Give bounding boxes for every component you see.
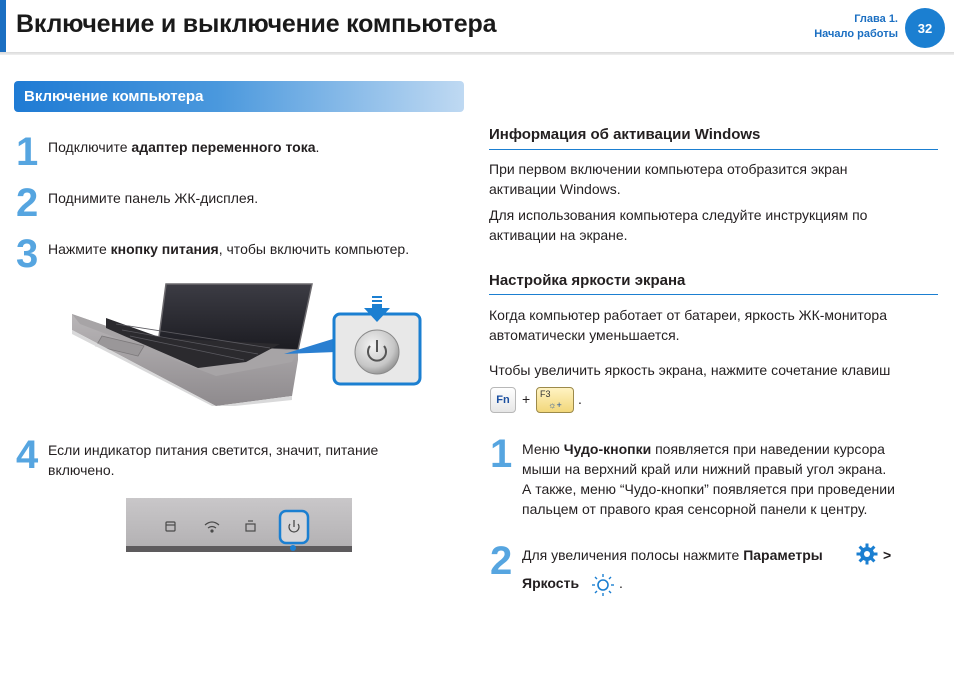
key-plus: +: [522, 391, 531, 407]
activation-p1-line2: активации Windows.: [489, 181, 621, 197]
brightness-heading: Настройка яркости экрана: [489, 272, 686, 289]
f3-key-label: F3: [540, 389, 551, 399]
right-step-2-settings: Параметры: [743, 547, 823, 563]
activation-p2-line1: Для использования компьютера следуйте инструкциям по: [489, 207, 868, 223]
brightness-divider: [489, 294, 938, 295]
right-step-number-1: 1: [490, 432, 513, 476]
step-text-2: Поднимите панель ЖК-дисплея.: [48, 190, 259, 206]
key-combo-end: .: [578, 391, 582, 407]
right-step-2-gt: >: [883, 547, 892, 563]
fn-key: Fn: [490, 387, 516, 413]
step-text-1: [48, 137, 319, 157]
brightness-icon: [590, 573, 616, 597]
right-step-1-line2: мыши на верхний край или нижний правый угол экрана.: [522, 461, 887, 477]
activation-paragraph-1: [489, 159, 847, 199]
section-title: Включение компьютера: [24, 88, 204, 105]
step-number-2: 2: [16, 181, 39, 225]
activation-heading: Информация об активации Windows: [489, 126, 761, 143]
activation-p1-line1: При первом включении компьютера отобразится экран: [489, 161, 848, 177]
right-step-2-brightness: Яркость: [522, 575, 580, 591]
right-step-text-1: [522, 439, 895, 519]
step-number-1: 1: [16, 130, 39, 174]
page-title: Включение и выключение компьютера: [16, 10, 497, 38]
step-3-pre: Нажмите: [48, 241, 111, 257]
right-step-2-pre: Для увеличения полосы нажмите: [522, 547, 744, 563]
brightness-paragraph-2: Чтобы увеличить яркость экрана, нажмите сочетание клавиш: [489, 362, 891, 378]
step-text-3: [48, 239, 409, 259]
step-number-3: 3: [16, 232, 39, 276]
step-3-post: , чтобы включить компьютер.: [218, 241, 410, 257]
step-1-bold: адаптер переменного тока: [131, 139, 316, 155]
right-step-1-bold: Чудо-кнопки: [563, 441, 652, 457]
gear-icon: [856, 543, 878, 565]
right-step-2-line2: [522, 573, 579, 593]
chapter-number: Глава 1.: [854, 13, 898, 25]
chapter-label: [814, 12, 898, 42]
section-band: [14, 81, 464, 112]
activation-divider: [489, 149, 938, 150]
status-panel-illustration: [126, 498, 354, 556]
step-number-4: 4: [16, 433, 39, 477]
header-divider: [0, 52, 954, 55]
f3-brightness-key: [536, 387, 574, 413]
page-number-badge: 32: [905, 8, 945, 48]
step-text-4: [48, 440, 378, 480]
laptop-illustration: [66, 278, 422, 406]
chapter-name: Начало работы: [814, 28, 898, 40]
right-step-text-2: [522, 545, 823, 565]
header-accent-bar: [0, 0, 6, 52]
activation-p2-line2: активации на экране.: [489, 227, 628, 243]
right-step-1-line1: [522, 439, 895, 459]
brightness-key-icon: ☼+: [548, 400, 562, 410]
right-step-1-line4: пальцем от правого края сенсорной панели к центру.: [522, 501, 868, 517]
right-step-1-line3: А также, меню “Чудо-кнопки” появляется при проведении: [522, 481, 895, 497]
step-4-line2: включено.: [48, 462, 115, 478]
brightness-p1-line1: Когда компьютер работает от батареи, яркость ЖК-монитора: [489, 307, 887, 323]
brightness-paragraph-1: [489, 305, 887, 345]
activation-paragraph-2: [489, 205, 867, 245]
right-step-1-pre: Меню: [522, 441, 564, 457]
brightness-p1-line2: автоматически уменьшается.: [489, 327, 680, 343]
step-4-line1: Если индикатор питания светится, значит, питание: [48, 442, 379, 458]
step-1-post: .: [315, 139, 320, 155]
right-step-2-end: .: [619, 575, 623, 591]
right-step-1-post: появляется при наведении курсора: [651, 441, 885, 457]
step-3-bold: кнопку питания: [110, 241, 219, 257]
step-1-pre: Подключите: [48, 139, 132, 155]
right-step-number-2: 2: [490, 539, 513, 583]
